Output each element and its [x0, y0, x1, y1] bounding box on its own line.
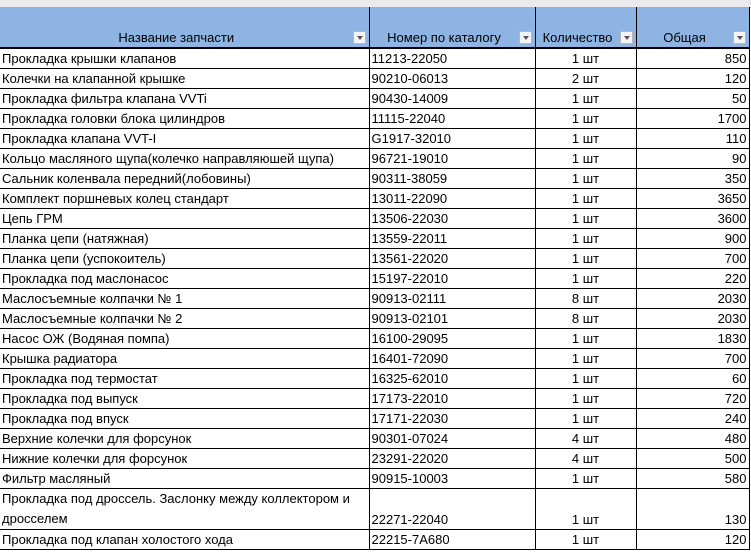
table-row	[0, 449, 749, 469]
table-row	[0, 48, 749, 69]
cell-total[interactable]: 120	[636, 69, 749, 89]
cell-catalog-number[interactable]: 16401-72090	[369, 349, 535, 369]
cell-quantity[interactable]: 4 шт	[535, 449, 636, 469]
cell-quantity[interactable]: 2 шт	[535, 69, 636, 89]
cell-part-name[interactable]: Прокладка под клапан холостого хода	[0, 530, 369, 550]
cell-part-name[interactable]: Прокладка под дроссель. Заслонку между коллектором и дросселем	[0, 489, 369, 530]
cell-quantity[interactable]: 1 шт	[535, 149, 636, 169]
table-row	[0, 149, 749, 169]
cell-catalog-number[interactable]: 90210-06013	[369, 69, 535, 89]
cell-total[interactable]: 580	[636, 469, 749, 489]
cell-quantity[interactable]: 8 шт	[535, 309, 636, 329]
cell-catalog-number[interactable]: 90913-02111	[369, 289, 535, 309]
filter-dropdown-icon[interactable]	[353, 31, 366, 44]
cell-part-name[interactable]: Прокладка под маслонасос	[0, 269, 369, 289]
cell-part-name[interactable]: Прокладка фильтра клапана VVTi	[0, 89, 369, 109]
cell-total[interactable]: 1700	[636, 109, 749, 129]
cell-total[interactable]: 60	[636, 369, 749, 389]
table-row	[0, 329, 749, 349]
cell-catalog-number[interactable]: 23291-22020	[369, 449, 535, 469]
cell-catalog-number[interactable]: 16325-62010	[369, 369, 535, 389]
cell-quantity[interactable]: 1 шт	[535, 249, 636, 269]
cell-total[interactable]: 350	[636, 169, 749, 189]
cell-total[interactable]: 120	[636, 530, 749, 550]
filter-dropdown-icon[interactable]	[620, 31, 633, 44]
cell-total[interactable]: 3650	[636, 189, 749, 209]
table-row	[0, 189, 749, 209]
cell-quantity[interactable]: 1 шт	[535, 389, 636, 409]
table-row	[0, 530, 749, 550]
cell-quantity[interactable]: 1 шт	[535, 349, 636, 369]
cell-part-name[interactable]: Прокладка клапана VVT-I	[0, 129, 369, 149]
cell-total[interactable]: 500	[636, 449, 749, 469]
cell-quantity[interactable]: 1 шт	[535, 109, 636, 129]
cell-quantity[interactable]: 1 шт	[535, 409, 636, 429]
cell-part-name[interactable]: Насос ОЖ (Водяная помпа)	[0, 329, 369, 349]
cell-quantity[interactable]: 8 шт	[535, 289, 636, 309]
cell-part-name[interactable]: Фильтр масляный	[0, 469, 369, 489]
cell-total[interactable]: 700	[636, 349, 749, 369]
table-row	[0, 409, 749, 429]
cell-quantity[interactable]: 1 шт	[535, 229, 636, 249]
cell-total[interactable]: 2030	[636, 289, 749, 309]
table-row	[0, 249, 749, 269]
table-row	[0, 429, 749, 449]
table-row	[0, 309, 749, 329]
cell-quantity[interactable]: 1 шт	[535, 329, 636, 349]
cell-part-name[interactable]: Комплект поршневых колец стандарт	[0, 189, 369, 209]
table-row	[0, 169, 749, 189]
header-quantity: Количество	[535, 7, 636, 48]
cell-catalog-number[interactable]: 11115-22040	[369, 109, 535, 129]
cell-quantity[interactable]: 1 шт	[535, 469, 636, 489]
table-row	[0, 469, 749, 489]
cell-catalog-number[interactable]: 13559-22011	[369, 229, 535, 249]
parts-table	[0, 7, 750, 550]
table-row	[0, 69, 749, 89]
table-row	[0, 209, 749, 229]
cell-quantity[interactable]: 1 шт	[535, 169, 636, 189]
cell-quantity[interactable]: 1 шт	[535, 489, 636, 530]
cell-total[interactable]: 1830	[636, 329, 749, 349]
cell-catalog-number[interactable]: 96721-19010	[369, 149, 535, 169]
cell-part-name[interactable]: Маслосъемные колпачки № 1	[0, 289, 369, 309]
table-row	[0, 109, 749, 129]
cell-total[interactable]: 720	[636, 389, 749, 409]
cell-total[interactable]: 700	[636, 249, 749, 269]
cell-quantity[interactable]: 1 шт	[535, 189, 636, 209]
cell-part-name[interactable]: Колечки на клапанной крышке	[0, 69, 369, 89]
cell-total[interactable]: 3600	[636, 209, 749, 229]
cell-part-name[interactable]: Прокладка крышки клапанов	[0, 48, 369, 69]
cell-catalog-number[interactable]: 15197-22010	[369, 269, 535, 289]
cell-total[interactable]: 220	[636, 269, 749, 289]
cell-catalog-number[interactable]: 17173-22010	[369, 389, 535, 409]
cell-part-name[interactable]: Нижние колечки для форсунок	[0, 449, 369, 469]
cell-part-name[interactable]: Верхние колечки для форсунок	[0, 429, 369, 449]
cell-total[interactable]: 850	[636, 48, 749, 69]
cell-catalog-number[interactable]: 90913-02101	[369, 309, 535, 329]
cell-catalog-number[interactable]: 22215-7A680	[369, 530, 535, 550]
cell-part-name[interactable]: Прокладка под впуск	[0, 409, 369, 429]
filter-dropdown-icon[interactable]	[733, 31, 746, 44]
header-total: Общая	[636, 7, 749, 48]
cell-catalog-number[interactable]: 90430-14009	[369, 89, 535, 109]
table-row	[0, 129, 749, 149]
table-row	[0, 229, 749, 249]
cell-catalog-number[interactable]: 13506-22030	[369, 209, 535, 229]
cell-total[interactable]: 110	[636, 129, 749, 149]
header-catalog-number: Номер по каталогу	[369, 7, 535, 48]
cell-total[interactable]: 90	[636, 149, 749, 169]
cell-quantity[interactable]: 1 шт	[535, 369, 636, 389]
cell-catalog-number[interactable]: 90301-07024	[369, 429, 535, 449]
cell-quantity[interactable]: 4 шт	[535, 429, 636, 449]
header-part-name: Название запчасти	[0, 7, 369, 48]
table-row	[0, 269, 749, 289]
cell-quantity[interactable]: 1 шт	[535, 209, 636, 229]
cell-catalog-number[interactable]: 13561-22020	[369, 249, 535, 269]
cell-catalog-number[interactable]: 90915-10003	[369, 469, 535, 489]
cell-part-name[interactable]: Прокладка под термостат	[0, 369, 369, 389]
table-row	[0, 349, 749, 369]
header-row	[0, 7, 749, 48]
cell-catalog-number[interactable]: 22271-22040	[369, 489, 535, 530]
filter-dropdown-icon[interactable]	[519, 31, 532, 44]
cell-quantity[interactable]: 1 шт	[535, 89, 636, 109]
table-row	[0, 289, 749, 309]
cell-quantity[interactable]: 1 шт	[535, 48, 636, 69]
cell-total[interactable]: 480	[636, 429, 749, 449]
cell-total[interactable]: 240	[636, 409, 749, 429]
cell-part-name[interactable]: Планка цепи (натяжная)	[0, 229, 369, 249]
cell-part-name[interactable]: Планка цепи (успокоитель)	[0, 249, 369, 269]
cell-part-name[interactable]: Сальник коленвала передний(лобовины)	[0, 169, 369, 189]
cell-catalog-number[interactable]: 13011-22090	[369, 189, 535, 209]
cell-part-name[interactable]: Крышка радиатора	[0, 349, 369, 369]
cell-catalog-number[interactable]: 16100-29095	[369, 329, 535, 349]
cell-part-name[interactable]: Маслосъемные колпачки № 2	[0, 309, 369, 329]
cell-catalog-number[interactable]: G1917-32010	[369, 129, 535, 149]
cell-quantity[interactable]: 1 шт	[535, 129, 636, 149]
cell-total[interactable]: 130	[636, 489, 749, 530]
cell-catalog-number[interactable]: 90311-38059	[369, 169, 535, 189]
cell-total[interactable]: 50	[636, 89, 749, 109]
table-row	[0, 389, 749, 409]
cell-total[interactable]: 2030	[636, 309, 749, 329]
table-row	[0, 89, 749, 109]
cell-catalog-number[interactable]: 17171-22030	[369, 409, 535, 429]
cell-part-name[interactable]: Цепь ГРМ	[0, 209, 369, 229]
cell-part-name[interactable]: Прокладка под выпуск	[0, 389, 369, 409]
cell-quantity[interactable]: 1 шт	[535, 530, 636, 550]
cell-quantity[interactable]: 1 шт	[535, 269, 636, 289]
table-row	[0, 369, 749, 389]
cell-total[interactable]: 900	[636, 229, 749, 249]
table-row	[0, 489, 749, 530]
cell-catalog-number[interactable]: 11213-22050	[369, 48, 535, 69]
cell-part-name[interactable]: Кольцо масляного щупа(колечко направляюшей щупа)	[0, 149, 369, 169]
cell-part-name[interactable]: Прокладка головки блока цилиндров	[0, 109, 369, 129]
